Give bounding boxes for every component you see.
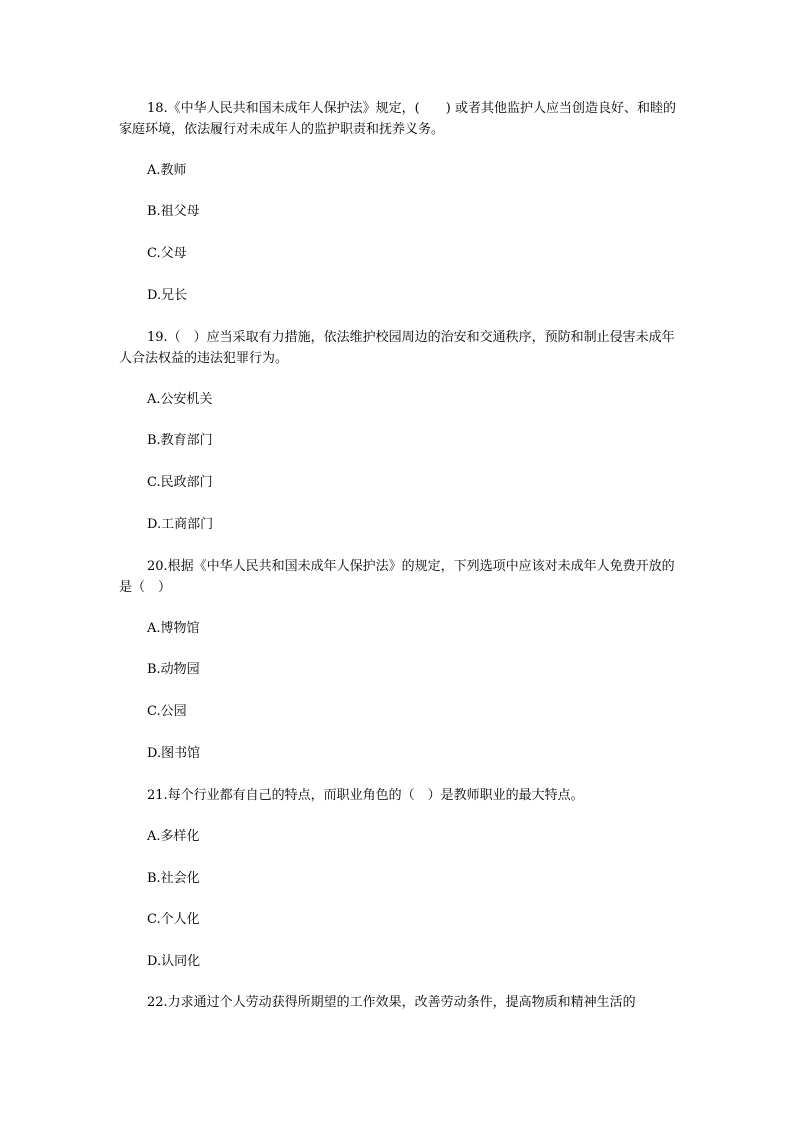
- question-21-option-b: B.社会化: [147, 871, 200, 886]
- question-18-stem: 18.《中华人民共和国未成年人保护法》规定，( ) 或者其他监护人应当创造良好、和睦的家庭环境，依法履行对未成年人的监护职责和抚养义务。: [119, 101, 676, 137]
- question-20-option-a: A.博物馆: [147, 621, 200, 636]
- question-21-option-a: A.多样化: [147, 829, 200, 844]
- question-18-option-d: D.兄长: [147, 288, 188, 303]
- question-20-option-d: D.图书馆: [147, 746, 201, 761]
- question-18-option-c: C.父母: [147, 246, 187, 261]
- question-18-option-b: B.祖父母: [147, 204, 200, 219]
- question-22-stem: 22.力求通过个人劳动获得所期望的工作效果，改善劳动条件，提高物质和精神生活的: [147, 995, 636, 1010]
- question-19-stem: 19.（ ）应当采取有力措施，依法维护校园周边的治安和交通秩序，预防和制止侵害未成年人合法权益的违法犯罪行为。: [119, 330, 675, 366]
- question-19-option-c: C.民政部门: [147, 475, 213, 490]
- question-21-stem: 21.每个行业都有自己的特点，而职业角色的（ ）是教师职业的最大特点。: [147, 788, 584, 803]
- question-19-option-d: D.工商部门: [147, 517, 214, 532]
- question-19-option-b: B.教育部门: [147, 433, 213, 448]
- question-20-option-b: B.动物园: [147, 662, 200, 677]
- question-20-stem: 20.根据《中华人民共和国未成年人保护法》的规定，下列选项中应该对未成年人免费开放的是（ ）: [119, 559, 675, 595]
- question-21-option-c: C.个人化: [147, 912, 200, 927]
- question-21-option-d: D.认同化: [147, 954, 201, 969]
- question-20-option-c: C.公园: [147, 704, 187, 719]
- question-19-option-a: A.公安机关: [147, 392, 213, 407]
- question-18-option-a: A.教师: [147, 163, 187, 178]
